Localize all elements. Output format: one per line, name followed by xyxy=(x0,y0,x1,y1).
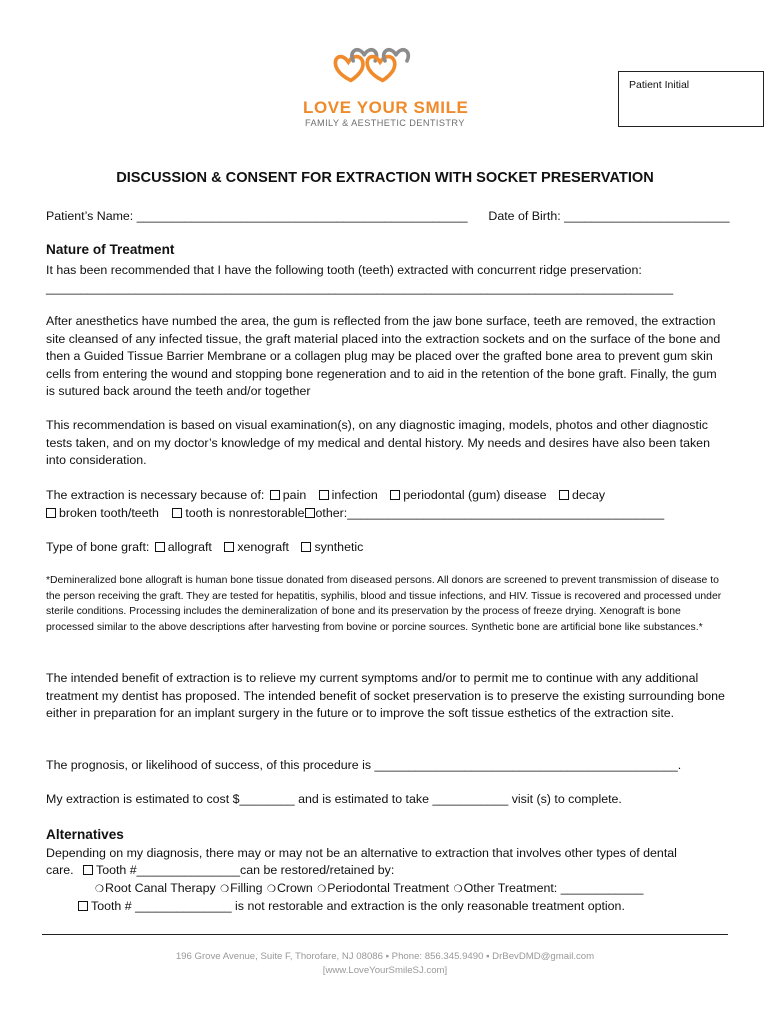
visits-label: and is estimated to take xyxy=(298,792,429,806)
graft-note: *Demineralized bone allograft is human bone tissue donated from diseased persons. All donors are screened to prevent transmission of disease to the person receiving the graft. They are tested for hepatitis, syphilis, blood and tissue infections, and HIV. Tissue is recovered and processed under sterile conditions. Processing includes the demineralization of bone and its preservation by the process of freeze drying. Xenograft is bone processed similar to the above descriptions after harvesting from bovine or porcine sources. Synthetic bone are artificial bone like substances.* xyxy=(46,575,722,633)
radio-filling[interactable]: ❍ xyxy=(220,884,230,895)
option-other-treatment: Other Treatment: xyxy=(463,881,558,895)
patient-initial-label: Patient Initial xyxy=(629,79,690,91)
option-periodontal-treatment: Periodontal Treatment xyxy=(327,881,450,895)
visits-field[interactable]: ___________ xyxy=(432,792,509,806)
checkbox-broken-tooth[interactable] xyxy=(46,508,56,518)
prognosis-label: The prognosis, or likelihood of success, of this procedure is xyxy=(46,758,372,772)
alternatives-heading: Alternatives xyxy=(46,827,124,842)
patient-initial-box[interactable] xyxy=(618,71,764,127)
cost-label: My extraction is estimated to cost $ xyxy=(46,792,240,806)
checkbox-tooth-restorable[interactable] xyxy=(83,865,93,875)
basis-paragraph: This recommendation is based on visual examination(s), on any diagnostic imaging, models, photos and other diagnostic tests taken, and on my doctor’s knowledge of my medical and dental history. My needs and desires have also been taken into consideration. xyxy=(46,418,710,467)
footer-address: 196 Grove Avenue, Suite F, Thorofare, NJ 08086 ▪ Phone: 856.345.9490 ▪ DrBevDMD@gmail.com xyxy=(175,951,595,962)
checkbox-other[interactable] xyxy=(305,508,315,518)
form-title: DISCUSSION & CONSENT FOR EXTRACTION WITH SOCKET PRESERVATION xyxy=(116,170,654,186)
checkbox-pain[interactable] xyxy=(270,490,280,500)
checkbox-decay[interactable] xyxy=(559,490,569,500)
footer-divider xyxy=(42,934,728,935)
radio-periodontal-treatment[interactable]: ❍ xyxy=(317,884,327,895)
benefit-paragraph: The intended benefit of extraction is to relieve my current symptoms and/or to permit me to continue with any additional treatment my dentist has proposed. The intended benefit of socket preservation is to preserve the existing surrounding bone either in preparation for an implant surgery in the future or to improve the soft tissue esthetics of the extraction site. xyxy=(46,671,725,720)
option-crown: Crown xyxy=(276,881,313,895)
alternatives-tooth1-line xyxy=(46,862,726,880)
radio-root-canal[interactable]: ❍ xyxy=(95,884,104,895)
option-nonrestorable: tooth is nonrestorable xyxy=(185,506,305,520)
patient-name-label: Patient’s Name: xyxy=(46,209,134,223)
tooth2-suffix: is not restorable and extraction is the only reasonable treatment option. xyxy=(235,899,625,913)
checkbox-tooth-not-restorable[interactable] xyxy=(78,901,88,911)
option-periodontal: periodontal (gum) disease xyxy=(403,488,547,502)
patient-line xyxy=(46,208,730,226)
logo-subtitle: FAMILY & AESTHETIC DENTISTRY xyxy=(305,118,465,128)
option-root-canal: Root Canal Therapy xyxy=(105,881,216,895)
other-treatment-field[interactable]: ____________ xyxy=(560,881,644,895)
tooth1-label: Tooth # xyxy=(96,863,137,877)
logo-title: LOVE YOUR SMILE xyxy=(303,98,469,117)
option-synthetic: synthetic xyxy=(314,540,364,554)
option-xenograft: xenograft xyxy=(237,540,289,554)
radio-crown[interactable]: ❍ xyxy=(266,884,276,895)
graft-label: Type of bone graft: xyxy=(46,540,150,554)
checkbox-infection[interactable] xyxy=(319,490,329,500)
reasons-line-2 xyxy=(46,505,726,523)
cost-field[interactable]: ________ xyxy=(239,792,295,806)
checkbox-periodontal[interactable] xyxy=(390,490,400,500)
option-broken-tooth: broken tooth/teeth xyxy=(59,506,159,520)
option-pain: pain xyxy=(282,488,307,502)
teeth-field[interactable]: ___________________________________________________________________________________________ xyxy=(46,281,674,295)
patient-name-field[interactable]: ________________________________________________ xyxy=(136,209,468,223)
radio-other-treatment[interactable]: ❍ xyxy=(453,884,463,895)
nature-intro: It has been recommended that I have the following tooth (teeth) extracted with concurrent ridge preservation: xyxy=(46,263,642,277)
checkbox-allograft[interactable] xyxy=(155,542,165,552)
tooth1-field[interactable]: _______________ xyxy=(136,863,241,877)
tooth2-label: Tooth # xyxy=(91,899,132,913)
reasons-label: The extraction is necessary because of: xyxy=(46,488,265,502)
treatment-options-line xyxy=(94,880,734,899)
option-decay: decay xyxy=(572,488,606,502)
tooth1-suffix: can be restored/retained by: xyxy=(240,863,395,877)
graft-line xyxy=(46,539,726,557)
nature-heading: Nature of Treatment xyxy=(46,242,175,257)
tooth2-field[interactable]: ______________ xyxy=(135,899,232,913)
checkbox-nonrestorable[interactable] xyxy=(172,508,182,518)
prognosis-field[interactable]: ____________________________________________. xyxy=(374,758,682,772)
option-allograft: allograft xyxy=(167,540,212,554)
option-other: other: xyxy=(315,506,348,520)
alternatives-intro: Depending on my diagnosis, there may or may not be an alternative to extraction that involves other types of dental xyxy=(46,846,677,860)
procedure-paragraph: After anesthetics have numbed the area, the gum is reflected from the jaw bone surface, teeth are removed, the extraction site cleansed of any infected tissue, the graft material placed into the extraction sockets and on the surface of the bone and then a Guided Tissue Barrier Membrane or a collagen plug may be placed over the grafted bone area to prevent gum skin cells from entering the wound and stopping bone regeneration and to aid in the retention of the bone graft. Finally, the gum is sutured back around the teeth and/or together xyxy=(46,314,721,398)
other-reason-field[interactable]: ______________________________________________ xyxy=(347,506,665,520)
care-label: care. xyxy=(46,863,74,877)
checkbox-synthetic[interactable] xyxy=(301,542,311,552)
checkbox-xenograft[interactable] xyxy=(224,542,234,552)
footer-website[interactable]: [www.LoveYourSmileSJ.com] xyxy=(322,965,448,976)
option-filling: Filling xyxy=(230,881,263,895)
prognosis-line xyxy=(46,757,726,775)
option-infection: infection xyxy=(331,488,378,502)
dob-field[interactable]: ________________________ xyxy=(564,209,730,223)
reasons-line-1 xyxy=(46,487,726,505)
alternatives-tooth2-line xyxy=(78,898,728,916)
visits-suffix: visit (s) to complete. xyxy=(511,792,622,806)
cost-line xyxy=(46,791,726,809)
heart-logo-icon xyxy=(330,40,440,100)
dob-label: Date of Birth: xyxy=(488,209,561,223)
